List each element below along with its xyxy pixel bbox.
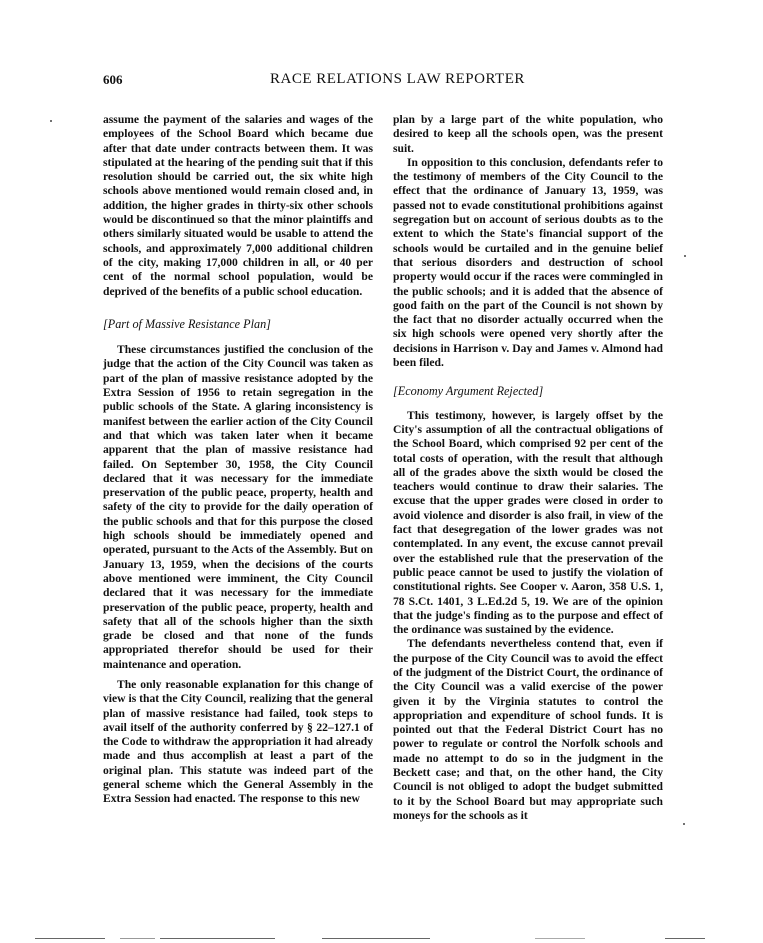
scan-edge-mark [665, 938, 705, 939]
scan-edge-mark [535, 938, 585, 939]
left-column [103, 113, 373, 807]
section-heading [103, 317, 373, 331]
bracket-close: ] [538, 384, 544, 399]
scan-edge-mark [160, 938, 275, 939]
paragraph: In opposition to this conclusion, defendants refer to the testimony of members of the City Council to the effect that the ordinance of January 13, 1959, was passed not to evade constitutional prohibitions against segregation but on account of serious doubts as to the extent to which the State's financial support of the schools would be curtailed and in the genuine belief that serious disorders and destruction of school property would occur if the races were commingled in the public schools; and it is added that the absence of good faith on the part of the Council is not shown by the fact that no disorder actually occurred when the six high schools were opened very shortly after the decisions in Harrison v. Day and James v. Almond had been filed. [393, 155, 663, 370]
running-header-title: RACE RELATIONS LAW REPORTER [270, 71, 525, 87]
scan-speck [50, 120, 52, 122]
bracket-open: [ [103, 316, 108, 331]
right-column [393, 113, 663, 823]
scan-edge-mark [35, 938, 105, 939]
bracket-close: ] [266, 316, 271, 331]
section-heading-text: Part of Massive Resistance Plan [107, 316, 267, 331]
scan-speck [684, 255, 686, 257]
paragraph: assume the payment of the salaries and wages of the employees of the School Board which became due after that date under contracts between them. It was stipulated at the hearing of the pending suit that if this resolution should be carried out, the six white high schools above mentioned would remain closed and, in addition, the higher grades in thirty-six other schools would be discontinued so that the minor plaintiffs and others similarly situated would be usable to attend the schools, and approximately 7,000 additional children of the city, making 17,000 children in all, or 40 per cent of the normal school population, would be deprived of the benefits of a public school education. [103, 113, 373, 298]
page-number: 606 [103, 72, 123, 87]
scan-edge-mark [120, 938, 155, 939]
scan-speck [683, 823, 685, 825]
scan-edge-mark [322, 938, 430, 939]
bracket-open: [ [393, 384, 398, 399]
paragraph: The only reasonable explanation for this change of view is that the City Council, realizing that the general plan of massive resistance had failed, took steps to avail itself of the authority conferred by § 22–127.1 of the Code to withdraw the appropriation it had already made and thus accomplish at least a part of the original plan. This statute was indeed part of the general scheme which the General Assembly in the Extra Session had enacted. The response to this new [103, 677, 373, 806]
paragraph: The defendants nevertheless contend that, even if the purpose of the City Council was to avoid the effect of the judgment of the District Court, the ordinance of the City Council was a valid exercise of the power given it by the Virginia statutes to control the appropriation and expenditure of school funds. It is pointed out that the Federal District Court has no power to regulate or control the Norfolk schools and made no attempt to do so in the judgment in the Beckett case; and that, on the other hand, the City Council is not obliged to adopt the budget submitted to it by the School Board but may appropriate such moneys for the schools as it [393, 637, 663, 822]
section-heading [393, 384, 663, 398]
paragraph: plan by a large part of the white population, who desired to keep all the schools open, was the present suit. [393, 113, 663, 155]
section-heading-text: Economy Argument Rejected [397, 384, 539, 399]
paragraph: This testimony, however, is largely offset by the City's assumption of all the contractual obligations of the School Board, which comprised 92 per cent of the total costs of operation, with the result that although all of the grades above the sixth would be closed the teachers would continue to draw their salaries. The excuse that the upper grades were closed in order to avoid violence and disorder is also frail, in view of the fact that desegregation of the lower grades was not contemplated. In any event, the excuse cannot prevail over the established rule that the preservation of the public peace cannot be used to justify the violation of constitutional rights. See Cooper v. Aaron, 358 U.S. 1, 78 S.Ct. 1401, 3 L.Ed.2d 5, 19. We are of the opinion that the judge's finding as to the purpose and effect of the ordinance was sustained by the evidence. [393, 408, 663, 637]
paragraph: These circumstances justified the conclusion of the judge that the action of the City Council was taken as part of the plan of massive resistance adopted by the Extra Session of 1956 to retain segregation in the public schools of the State. A glaring inconsistency is manifest between the earlier action of the City Council and that which was taken later when it became apparent that the plan of massive resistance had failed. On September 30, 1958, the City Council declared that it was necessary for the immediate preservation of the public peace, property, health and safety of the city to provide for the daily operation of the public schools and that for this purpose the closed high schools should be immediately opened and operated, pursuant to the Acts of the Assembly. But on January 13, 1959, when the decisions of the courts above mentioned were imminent, the City Council declared that it was necessary for the immediate preservation of the public peace, property, health and safety that all of the schools higher than the sixth grade be closed and that none of the funds appropriated therefor should be used for their maintenance and operation. [103, 343, 373, 671]
